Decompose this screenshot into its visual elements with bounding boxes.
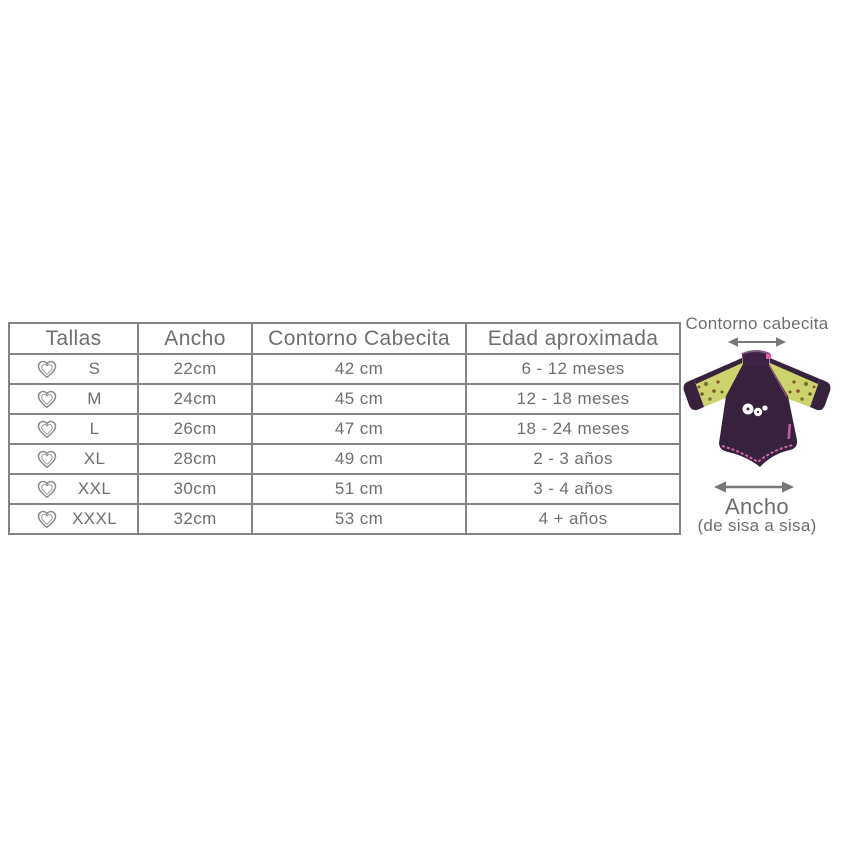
size-cell [9, 504, 138, 534]
size-cell [9, 474, 138, 504]
heart-outline-icon [34, 417, 60, 441]
size-label: S [88, 359, 101, 378]
ancho-cell: 24cm [138, 384, 252, 414]
table-row-xxxl [9, 504, 680, 534]
contorno-cabecita-label: Contorno cabecita [685, 314, 829, 333]
collar-tag [766, 354, 771, 359]
table-row-xxl [9, 474, 680, 504]
size-label: XL [83, 449, 106, 468]
size-cell [9, 414, 138, 444]
edad-cell: 3 - 4 años [466, 474, 680, 504]
ancho-cell: 32cm [138, 504, 252, 534]
table-row-l [9, 414, 680, 444]
table-header-row [9, 323, 680, 354]
col-header-ancho: Ancho [138, 323, 252, 354]
size-label: XXL [77, 479, 112, 498]
double-arrow-icon [714, 480, 794, 494]
size-label: M [87, 389, 102, 408]
size-table [8, 322, 681, 535]
col-header-edad: Edad aproximada [466, 323, 680, 354]
edad-cell: 18 - 24 meses [466, 414, 680, 444]
col-header-tallas: Tallas [9, 323, 138, 354]
col-header-contorno: Contorno Cabecita [252, 323, 466, 354]
size-label: XXXL [72, 509, 118, 528]
edad-cell: 6 - 12 meses [466, 354, 680, 384]
size-cell [9, 384, 138, 414]
table-row-xl [9, 444, 680, 474]
size-cell [9, 444, 138, 474]
table-row-m [9, 384, 680, 414]
size-cell [9, 354, 138, 384]
table-body [9, 354, 680, 534]
edad-cell: 2 - 3 años [466, 444, 680, 474]
edad-cell: 12 - 18 meses [466, 384, 680, 414]
ancho-cell: 30cm [138, 474, 252, 504]
ancho-cell: 22cm [138, 354, 252, 384]
heart-outline-icon [34, 387, 60, 411]
table-row-s [9, 354, 680, 384]
contorno-cell: 42 cm [252, 354, 466, 384]
contorno-cell: 53 cm [252, 504, 466, 534]
ancho-cell: 26cm [138, 414, 252, 444]
contorno-cell: 49 cm [252, 444, 466, 474]
collar [742, 351, 771, 366]
ancho-cell: 28cm [138, 444, 252, 474]
size-label: L [89, 419, 100, 438]
heart-outline-icon [34, 357, 60, 381]
heart-outline-icon [34, 477, 60, 501]
contorno-cell: 51 cm [252, 474, 466, 504]
rash-guard-illustration [680, 346, 840, 482]
heart-outline-icon [34, 447, 60, 471]
ancho-label: Ancho [725, 494, 789, 519]
heart-outline-icon [34, 507, 60, 531]
edad-cell: 4 + años [466, 504, 680, 534]
contorno-cell: 47 cm [252, 414, 466, 444]
ancho-sublabel: (de sisa a sisa) [697, 516, 817, 535]
contorno-cell: 45 cm [252, 384, 466, 414]
